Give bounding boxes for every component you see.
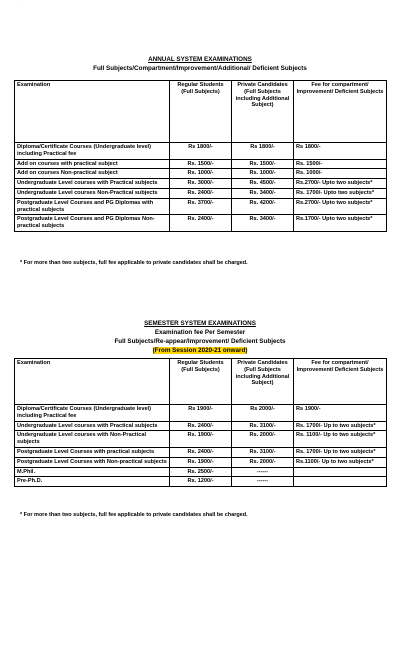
semester-title: SEMESTER SYSTEM EXAMINATIONS <box>144 320 256 327</box>
header-examination: Examination <box>15 81 170 143</box>
table-row <box>15 467 387 477</box>
session-highlight: (From Session 2020-21 onward) <box>152 347 248 354</box>
table-row <box>15 431 387 448</box>
cell-regular: Rs. 2500/- <box>170 467 232 477</box>
annual-table-body <box>15 143 387 232</box>
cell-private: Rs. 4200/- <box>232 198 294 215</box>
cell-private: Rs. 3400/- <box>232 215 294 232</box>
header-fee: Fee for compartment/ Improvement/ Deficient Subjects <box>294 81 387 143</box>
semester-subtitle-2: Full Subjects/Re-appear/Improvement/ Deficient Subjects <box>114 338 286 345</box>
table-row <box>15 198 387 215</box>
header-examination: Examination <box>15 359 170 405</box>
cell-examination: Undergraduate Level courses with Practical subjects <box>15 179 170 189</box>
cell-regular: Rs. 1000/- <box>170 169 232 179</box>
cell-private: Rs. 3400/- <box>232 188 294 198</box>
table-row <box>15 188 387 198</box>
semester-note: * For more than two subjects, full fee applicable to private candidates shall be charged. <box>20 512 248 518</box>
cell-regular: Rs. 2400/- <box>170 447 232 457</box>
cell-private: Rs. 2000/- <box>232 431 294 448</box>
cell-regular: Rs. 1900/- <box>170 431 232 448</box>
header-fee: Fee for compartment/ Improvement/ Deficient Subjects <box>294 359 387 405</box>
cell-regular: Rs. 1500/- <box>170 159 232 169</box>
header-private: Private Candidates (Full Subjects including Additional Subject) <box>232 359 294 405</box>
cell-fee: Rs. 1000/- <box>294 169 387 179</box>
table-header-row <box>15 81 387 143</box>
header-regular: Regular Students (Full Subjects) <box>170 81 232 143</box>
cell-private: Rs. 2000/- <box>232 457 294 467</box>
semester-subtitle-1: Examination fee Per Semester <box>154 329 246 336</box>
table-row <box>15 179 387 189</box>
cell-private: Rs. 3100/- <box>232 421 294 431</box>
semester-table-body <box>15 405 387 487</box>
cell-examination: Postgraduate Level Courses with practical subjects <box>15 447 170 457</box>
annual-subtitle: Full Subjects/Compartment/Improvement/Additional/ Deficient Subjects <box>93 65 307 72</box>
cell-examination: Diploma/Certificate Courses (Undergraduate level) including Practical fee <box>15 143 170 160</box>
table-header-row <box>15 359 387 405</box>
cell-fee: Rs. 1100/- Up to two subjects* <box>294 431 387 448</box>
table-row <box>15 447 387 457</box>
cell-examination: Add on courses Non-practical subject <box>15 169 170 179</box>
cell-private: ------ <box>232 477 294 487</box>
cell-regular: Rs. 2400/- <box>170 215 232 232</box>
table-row <box>15 405 387 422</box>
cell-regular: Rs 1900/- <box>170 405 232 422</box>
cell-examination: M.Phil. <box>15 467 170 477</box>
header-private: Private Candidates (Full Subjects including Additional Subject) <box>232 81 294 143</box>
annual-title: ANNUAL SYSTEM EXAMINATIONS <box>148 56 252 63</box>
cell-regular: Rs. 2400/- <box>170 421 232 431</box>
cell-fee: Rs. 1700/- Up to two subjects* <box>294 447 387 457</box>
table-row <box>15 169 387 179</box>
cell-examination: Undergraduate Level courses with Non-Practical subjects <box>15 431 170 448</box>
cell-private: Rs. 1000/- <box>232 169 294 179</box>
cell-fee: Rs. 1500/- <box>294 159 387 169</box>
cell-fee: Rs.2700/- Upto two subjects* <box>294 198 387 215</box>
cell-private: Rs 2000/- <box>232 405 294 422</box>
cell-fee: Rs 1800/- <box>294 143 387 160</box>
cell-examination: Add on courses with practical subject <box>15 159 170 169</box>
cell-fee: Rs. 1700/- Upto two subjects* <box>294 188 387 198</box>
cell-regular: Rs. 1200/- <box>170 477 232 487</box>
cell-private: Rs. 3100/- <box>232 447 294 457</box>
table-row <box>15 143 387 160</box>
semester-fee-table <box>14 358 387 487</box>
cell-examination: Postgraduate Level Courses and PG Diplomas with practical subjects <box>15 198 170 215</box>
semester-session-line <box>0 347 400 355</box>
cell-fee: Rs.1700/- Upto two subjects* <box>294 215 387 232</box>
cell-examination: Pre-Ph.D. <box>15 477 170 487</box>
cell-examination: Postgraduate Level Courses and PG Diplomas Non-practical subjects <box>15 215 170 232</box>
cell-private: Rs. 1500/- <box>232 159 294 169</box>
table-row <box>15 421 387 431</box>
cell-fee <box>294 477 387 487</box>
cell-fee <box>294 467 387 477</box>
cell-regular: Rs 1800/- <box>170 143 232 160</box>
cell-examination: Undergraduate Level courses with Practical subjects <box>15 421 170 431</box>
cell-fee: Rs.2700/- Upto two subjects* <box>294 179 387 189</box>
cell-fee: Rs 1900/- <box>294 405 387 422</box>
table-row <box>15 477 387 487</box>
page-mark: · <box>18 4 20 9</box>
cell-regular: Rs. 3700/- <box>170 198 232 215</box>
cell-private: Rs. 4500/- <box>232 179 294 189</box>
annual-fee-table <box>14 80 387 232</box>
cell-regular: Rs. 3000/- <box>170 179 232 189</box>
cell-examination: Postgraduate Level Courses with Non-practical subjects <box>15 457 170 467</box>
cell-examination: Undergraduate Level courses Non-Practical subjects <box>15 188 170 198</box>
table-row <box>15 215 387 232</box>
table-row <box>15 159 387 169</box>
table-row <box>15 457 387 467</box>
cell-examination: Diploma/Certificate Courses (Undergraduate level) including Practical fee <box>15 405 170 422</box>
cell-fee: Rs. 1700/- Up to two subjects* <box>294 421 387 431</box>
cell-private: ------ <box>232 467 294 477</box>
cell-private: Rs 1800/- <box>232 143 294 160</box>
cell-regular: Rs. 2400/- <box>170 188 232 198</box>
annual-note: * For more than two subjects, full fee applicable to private candidates shall be charged. <box>20 260 248 266</box>
header-regular: Regular Students (Full Subjects) <box>170 359 232 405</box>
cell-fee: Rs.1100/- Up to two subjects* <box>294 457 387 467</box>
cell-regular: Rs. 1900/- <box>170 457 232 467</box>
